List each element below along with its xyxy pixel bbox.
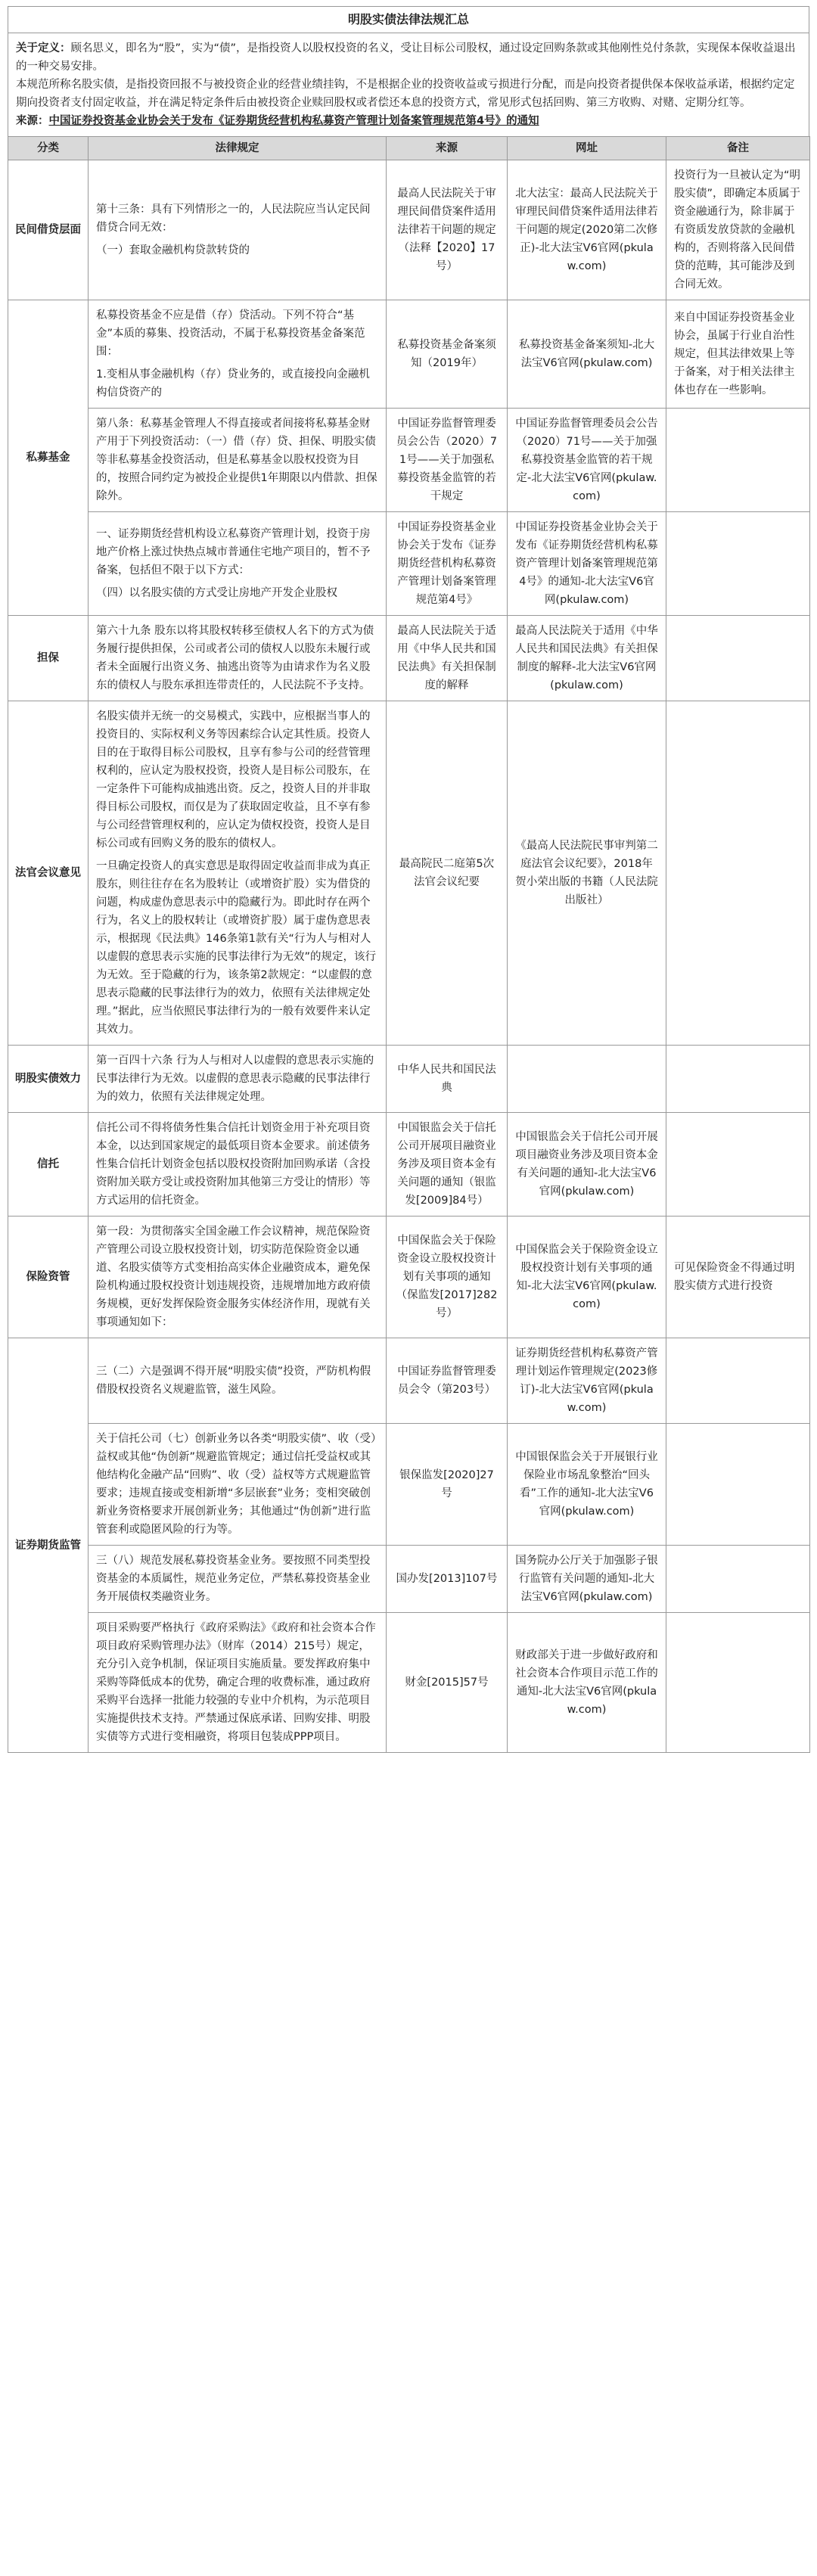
law-paragraph: 第十三条：具有下列情形之一的，人民法院应当认定民间借贷合同无效： [96, 204, 371, 234]
source-cell: 银保监发[2020]27号 [387, 1424, 508, 1546]
header-category: 分类 [8, 137, 89, 160]
note-cell: 来自中国证券投资基金业协会，虽属于行业自治性规定，但其法律效果上等于备案，对于相关法律主体也存在一些影响。 [666, 300, 810, 409]
table-row [8, 160, 810, 300]
law-table [8, 136, 810, 1753]
site-cell[interactable]: 最高人民法院关于适用《中华人民共和国民法典》有关担保制度的解释-北大法宝V6官网(pkulaw.com) [508, 616, 666, 701]
category-cell: 信托 [8, 1113, 89, 1217]
note-cell: 可见保险资金不得通过明股实债方式进行投资 [666, 1217, 810, 1338]
table-row [8, 512, 810, 616]
category-cell: 民间借贷层面 [8, 160, 89, 300]
category-cell: 担保 [8, 616, 89, 701]
page-title: 明股实债法律法规汇总 [8, 6, 809, 33]
law-cell [89, 701, 387, 1046]
law-paragraph: 信托公司不得将债务性集合信托计划资金用于补充项目资本金，以达到国家规定的最低项目资本金要求。前述债务性集合信托计划资金包括以股权投资附加回购承诺（含投资附加关联方受让或投资附加其他第三方受让的情形）等方式运用的信托资金。 [96, 1122, 371, 1207]
site-cell[interactable]: 中国证券投资基金业协会关于发布《证券期货经营机构私募资产管理计划备案管理规范第4号》的通知-北大法宝V6官网(pkulaw.com) [508, 512, 666, 616]
table-row [8, 1217, 810, 1338]
law-cell [89, 512, 387, 616]
table-row [8, 300, 810, 409]
source-cell: 财金[2015]57号 [387, 1613, 508, 1753]
category-cell: 私募基金 [8, 300, 89, 616]
site-cell[interactable]: 中国保监会关于保险资金设立股权投资计划有关事项的通知-北大法宝V6官网(pkulaw.com) [508, 1217, 666, 1338]
note-cell [666, 616, 810, 701]
law-cell [89, 160, 387, 300]
law-cell [89, 1546, 387, 1613]
law-cell [89, 300, 387, 409]
site-cell[interactable]: 中国银保监会关于开展银行业保险业市场乱象整治“回头看”工作的通知-北大法宝V6官网(pkulaw.com) [508, 1424, 666, 1546]
site-cell[interactable]: 中国证券监督管理委员会公告（2020）71号——关于加强私募投资基金监管的若干规定-北大法宝V6官网(pkulaw.com) [508, 409, 666, 512]
law-cell [89, 1338, 387, 1424]
law-paragraph: 第六十九条 股东以将其股权转移至债权人名下的方式为债务履行提供担保，公司或者公司的债权人以股东未履行或者未全面履行出资义务、抽逃出资等为由请求作为名义股东的债权人与股东承担连带责任的，人民法院不予支持。 [96, 625, 374, 691]
source-cell: 中国保监会关于保险资金设立股权投资计划有关事项的通知（保监发[2017]282号） [387, 1217, 508, 1338]
table-row [8, 1113, 810, 1217]
table-row [8, 1424, 810, 1546]
law-paragraph: 三（二）六是强调不得开展“明股实债”投资，严防机构假借股权投资名义规避监管，滋生风险。 [96, 1366, 371, 1396]
source-link[interactable]: 中国证券投资基金业协会关于发布《证券期货经营机构私募资产管理计划备案管理规范第4号》的通知 [48, 115, 539, 127]
table-row [8, 616, 810, 701]
site-cell[interactable] [508, 1046, 666, 1113]
source-cell: 私募投资基金备案须知（2019年） [387, 300, 508, 409]
definition-label: 关于定义： [16, 42, 71, 54]
law-cell [89, 1046, 387, 1113]
source-line [16, 112, 801, 130]
source-cell: 中国银监会关于信托公司开展项目融资业务涉及项目资本金有关问题的通知（银监发[2009]84号） [387, 1113, 508, 1217]
law-paragraph: （四）以名股实债的方式受让房地产开发企业股权 [96, 587, 337, 599]
site-cell[interactable]: 中国银监会关于信托公司开展项目融资业务涉及项目资本金有关问题的通知-北大法宝V6官网(pkulaw.com) [508, 1113, 666, 1217]
intro-section [8, 33, 809, 136]
note-cell [666, 1424, 810, 1546]
law-paragraph: 第一段：为贯彻落实全国金融工作会议精神，规范保险资产管理公司设立股权投资计划，切实防范保险资金以通道、名股实债等方式变相抬高实体企业融资成本，避免保险机构通过股权投资计划违规投资，违规增加地方政府债务规模，更好发挥保险资金服务实体经济作用，现就有关事项通知如下： [96, 1226, 371, 1328]
definition-paragraph [16, 39, 801, 76]
table-row [8, 409, 810, 512]
source-cell: 中国证券投资基金业协会关于发布《证券期货经营机构私募资产管理计划备案管理规范第4号》 [387, 512, 508, 616]
note-cell [666, 1113, 810, 1217]
table-header-row [8, 137, 810, 160]
law-paragraph: 三（八）规范发展私募投资基金业务。要按照不同类型投资基金的本质属性，规范业务定位，严禁私募投资基金业务开展债权类融资业务。 [96, 1555, 371, 1603]
note-cell [666, 409, 810, 512]
definition-text: 顾名思义，即名为“股”，实为“债”，是指投资人以股权投资的名义，受让目标公司股权，通过设定回购条款或其他刚性兑付条款，实现保本保收益退出的一种交易安排。 [16, 42, 796, 73]
note-cell [666, 1613, 810, 1753]
source-cell: 中国证券监督管理委员会令（第203号） [387, 1338, 508, 1424]
law-paragraph: （一）套取金融机构贷款转贷的 [96, 244, 250, 256]
law-paragraph: 一旦确定投资人的真实意思是取得固定收益而非成为真正股东，则往往存在名为股转让（或增资扩股）实为借贷的问题，构成虚伪意思表示中的隐藏行为。即此时存在两个行为，名义上的股权转让（或增资扩股）属于虚伪意思表示，根据现《民法典》146条第1款有关“行为人与相对人以虚假的意思表示实施的民事法律行为无效”的规定，该行为无效。至于隐藏的行为，该条第2款规定：“以虚假的意思表示隐藏的民事法律行为的效力，依照有关法律规定处理。”据此，应当依照民事法律行为的一般有效要件来认定其效力。 [96, 860, 377, 1036]
source-cell: 最高人民法院关于适用《中华人民共和国民法典》有关担保制度的解释 [387, 616, 508, 701]
category-cell: 证券期货监管 [8, 1338, 89, 1753]
source-label: 来源： [16, 115, 49, 127]
header-source: 来源 [387, 137, 508, 160]
law-cell [89, 1613, 387, 1753]
law-paragraph: 第八条：私募基金管理人不得直接或者间接将私募基金财产用于下列投资活动：（一）借（存）贷、担保、明股实债等非私募基金投资活动，但是私募基金以股权投资为目的，按照合同约定为被投企业提供1年期限以内借款、担保除外。 [96, 418, 377, 502]
law-paragraph: 第一百四十六条 行为人与相对人以虚假的意思表示实施的民事法律行为无效。以虚假的意思表示隐藏的民事法律行为的效力，依照有关法律规定处理。 [96, 1055, 374, 1103]
law-cell [89, 1217, 387, 1338]
table-row [8, 1338, 810, 1424]
table-row [8, 1046, 810, 1113]
law-cell [89, 616, 387, 701]
site-cell[interactable]: 私募投资基金备案须知-北大法宝V6官网(pkulaw.com) [508, 300, 666, 409]
note-cell [666, 1338, 810, 1424]
header-note: 备注 [666, 137, 810, 160]
category-cell: 明股实债效力 [8, 1046, 89, 1113]
law-paragraph: 项目采购要严格执行《政府采购法》《政府和社会资本合作项目政府采购管理办法》（财库（2014）215号）规定，充分引入竞争机制，保证项目实施质量。要发挥政府集中采购等降低成本的优势，确定合理的收费标准，通过政府采购平台选择一批能力较强的专业中介机构，为示范项目实施提供技术支持。严禁通过保底承诺、回购安排、明股实债等方式进行变相融资，将项目包装成PPP项目。 [96, 1622, 376, 1743]
category-cell: 保险资管 [8, 1217, 89, 1338]
table-row [8, 1546, 810, 1613]
law-cell [89, 1424, 387, 1546]
note-cell [666, 1546, 810, 1613]
site-cell[interactable]: 国务院办公厅关于加强影子银行监管有关问题的通知-北大法宝V6官网(pkulaw.com) [508, 1546, 666, 1613]
site-cell[interactable]: 财政部关于进一步做好政府和社会资本合作项目示范工作的通知-北大法宝V6官网(pkulaw.com) [508, 1613, 666, 1753]
site-cell[interactable]: 北大法宝：最高人民法院关于审理民间借贷案件适用法律若干问题的规定(2020第二次修正)-北大法宝V6官网(pkulaw.com) [508, 160, 666, 300]
law-paragraph: 名股实债并无统一的交易模式，实践中，应根据当事人的投资目的、实际权利义务等因素综合认定其性质。投资人目的在于取得目标公司股权，且享有参与公司的经营管理权利的，应认定为股权投资，投资人是目标公司股东，在一定条件下可能构成抽逃出资。反之，投资人目的并非取得目标公司股权，而仅是为了获取固定收益，且不享有参与公司经营管理权利的，应认定为债权投资，投资人是目标公司或有回购义务的股东的债权人。 [96, 710, 371, 850]
source-cell: 中华人民共和国民法典 [387, 1046, 508, 1113]
site-cell[interactable]: 证券期货经营机构私募资产管理计划运作管理规定(2023修订)-北大法宝V6官网(pkulaw.com) [508, 1338, 666, 1424]
header-site: 网址 [508, 137, 666, 160]
law-paragraph: 一、证券期货经营机构设立私募资产管理计划，投资于房地产价格上涨过快热点城市普通住宅地产项目的，暂不予备案，包括但不限于以下方式： [96, 528, 371, 576]
law-paragraph: 关于信托公司（七）创新业务以各类“明股实债”、收（受）益权或其他“伪创新”规避监管规定；通过信托受益权或其他结构化金融产品“回购”、收（受）益权等方式规避监管要求；违规直接或变相新增“多层嵌套”业务；变相突破创新业务资格要求开展创新业务；其他通过“伪创新”进行监管套利或隐匿风险的行为等。 [96, 1433, 377, 1536]
note-cell [666, 701, 810, 1046]
source-cell: 最高人民法院关于审理民间借贷案件适用法律若干问题的规定（法释【2020】17号） [387, 160, 508, 300]
law-paragraph: 1.变相从事金融机构（存）贷业务的，或直接投向金融机构信贷资产的 [96, 368, 370, 399]
table-row [8, 1613, 810, 1753]
source-cell: 国办发[2013]107号 [387, 1546, 508, 1613]
header-law: 法律规定 [89, 137, 387, 160]
note-cell: 投资行为一旦被认定为“明股实债”，即确定本质属于资金融通行为，除非属于有资质发放贷款的金融机构的，否则将落入民间借贷的范畴，其可能涉及到合同无效。 [666, 160, 810, 300]
norm-paragraph: 本规范所称名股实债，是指投资回报不与被投资企业的经营业绩挂钩，不是根据企业的投资收益或亏损进行分配，而是向投资者提供保本保收益承诺，根据约定定期向投资者支付固定收益，并在满足特定条件后由被投资企业赎回股权或者偿还本息的投资方式，常见形式包括回购、第三方收购、对赌、定期分红等。 [16, 79, 795, 109]
table-row [8, 701, 810, 1046]
law-cell [89, 409, 387, 512]
source-cell: 中国证券监督管理委员会公告（2020）71号——关于加强私募投资基金监管的若干规定 [387, 409, 508, 512]
note-cell [666, 1046, 810, 1113]
source-cell: 最高院民二庭第5次法官会议纪要 [387, 701, 508, 1046]
law-paragraph: 私募投资基金不应是借（存）贷活动。下列不符合“基金”本质的募集、投资活动，不属于私募投资基金备案范围： [96, 309, 365, 358]
site-cell[interactable]: 《最高人民法院民事审判第二庭法官会议纪要》，2018年贺小荣出版的书籍（人民法院出版社） [508, 701, 666, 1046]
law-cell [89, 1113, 387, 1217]
note-cell [666, 512, 810, 616]
category-cell: 法官会议意见 [8, 701, 89, 1046]
